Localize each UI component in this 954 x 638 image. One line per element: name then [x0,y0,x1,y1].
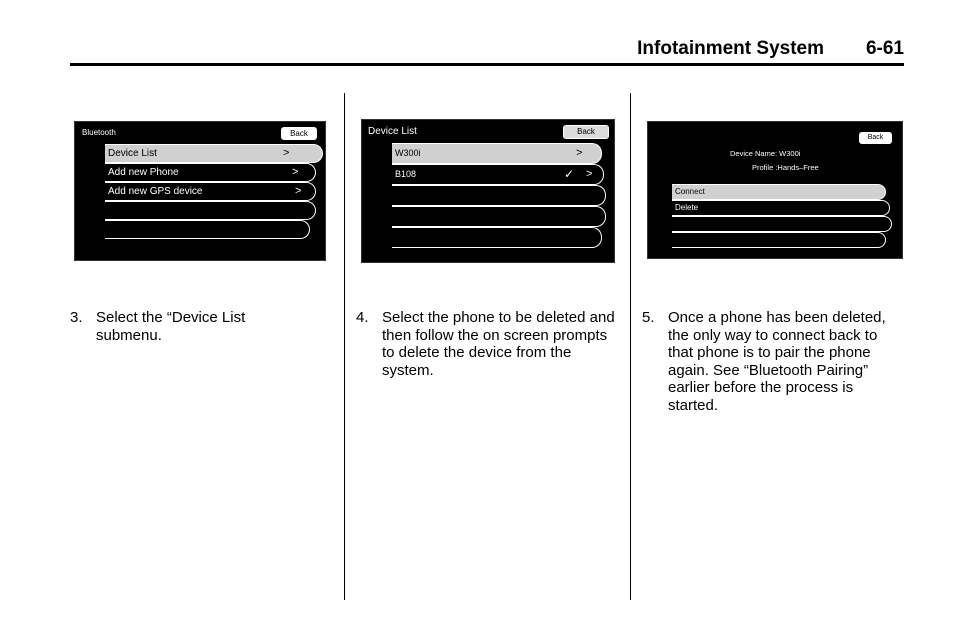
step-text: Once a phone has been deleted, the only way to connect back to that phone is to pair the phone again. See “Bluetooth Pairing” earlier before the process is started. [668,309,886,414]
back-button[interactable]: Back [281,127,317,140]
device-list-item[interactable] [105,144,323,163]
chevron-right-icon: > [283,147,290,159]
row-label: Connect [675,187,705,196]
step-number: 4. [356,309,369,326]
empty-list-item [105,201,316,220]
section-title: Infotainment System [637,38,824,59]
empty-list-item [672,232,886,248]
header-rule [70,63,904,66]
row-label: Add new Phone [108,167,179,178]
screen-title: Bluetooth [82,128,116,137]
row-label: W300i [395,148,421,158]
column-divider [630,93,631,600]
checkmark-icon: ✓ [564,167,575,181]
screen-title: Device List [368,126,417,137]
delete-item[interactable] [672,200,890,216]
column-divider [344,93,345,600]
chevron-right-icon: > [295,185,302,197]
row-label: B108 [395,169,417,179]
chevron-right-icon: > [586,168,593,180]
add-new-gps-device-item[interactable] [105,182,316,201]
chevron-right-icon: > [292,166,299,178]
row-label: Add new GPS device [108,186,203,197]
empty-list-item [672,216,892,232]
device-name-label: Device Name: W300i [730,149,801,158]
step-text: Select the phone to be deleted and then follow the on screen prompts to delete the device from the system. [382,309,615,379]
row-label: Device List [108,148,157,159]
row-label: Delete [675,203,699,212]
back-button[interactable]: Back [859,132,892,144]
empty-list-item [392,185,606,206]
back-button[interactable]: Back [563,125,609,139]
page-header [70,36,904,66]
page-number: 6-61 [865,38,904,59]
bluetooth-screen [74,121,326,261]
connect-item[interactable] [672,184,886,200]
empty-list-item [105,220,310,239]
step-text: Select the “Device List submenu. [96,309,246,344]
device-list-screen [361,119,615,263]
profile-label: Profile :Hands–Free [752,163,819,172]
phone-w300i-item[interactable] [392,143,602,164]
empty-list-item [392,206,606,227]
step-number: 3. [70,309,83,326]
device-detail-screen [647,121,903,259]
add-new-phone-item[interactable] [105,163,316,182]
phone-b108-item[interactable] [392,164,604,185]
chevron-right-icon: > [576,147,583,159]
empty-list-item [392,227,602,248]
step-number: 5. [642,309,655,326]
